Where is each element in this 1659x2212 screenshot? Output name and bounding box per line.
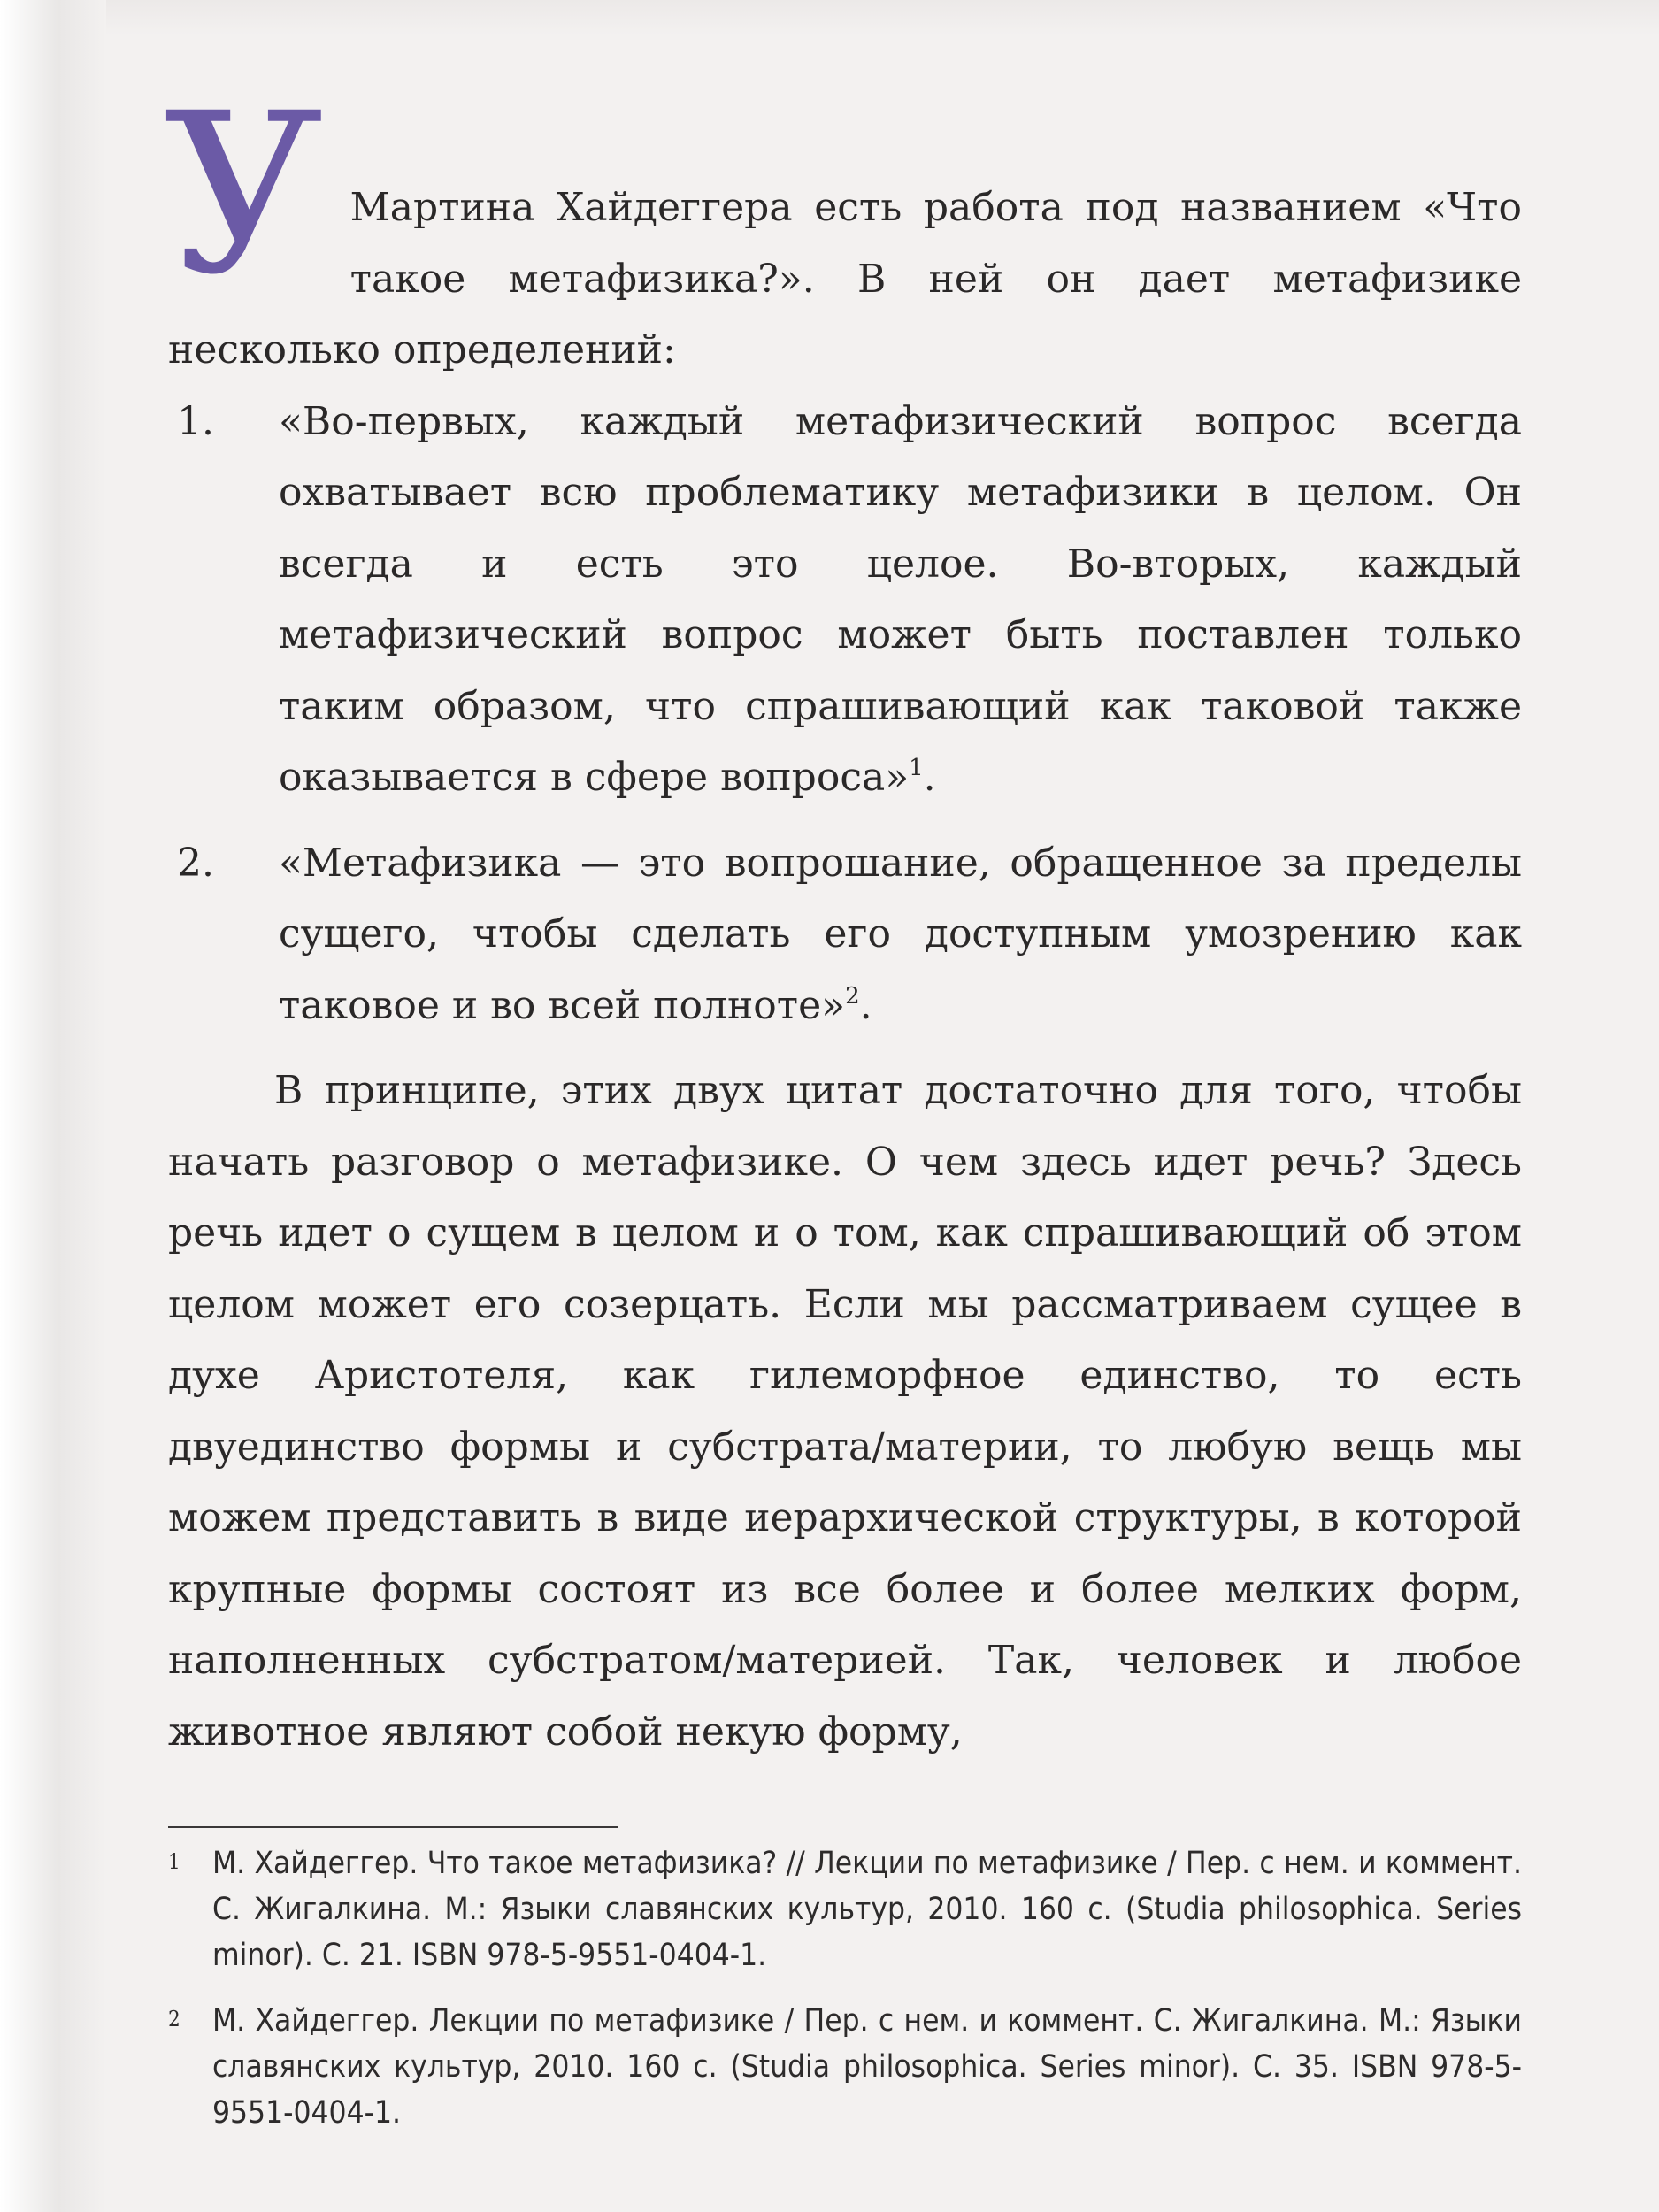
- footnote-number: 1: [168, 1849, 180, 1874]
- quote-text: «Во-первых, каждый метафизический вопрос всегда охватывает всю проблематику метафизики в целом. Он всегда и есть это целое. Во-вторых, каждый метафизический вопрос может быть поставлен только таким образом, что спрашивающий как таковой также оказывается в сфере вопроса»: [279, 398, 1522, 800]
- footnote-2: [168, 1998, 1522, 2136]
- list-item-2: [168, 828, 1522, 1042]
- list-number: 2.: [177, 840, 214, 886]
- footnote-text: М. Хайдеггер. Что такое метафизика? // Лекции по метафизике / Пер. с нем. и коммент. С. Жигалкина. М.: Языки славянских культур, 2010. 160 с. (Studia philosophica. Series minor). С. 21. ISBN 978-5-9551-0404-1.: [212, 1846, 1522, 1973]
- body-paragraph: В принципе, этих двух цитат достаточно для того, чтобы начать разговор о метафизике. О чем здесь идет речь? Здесь речь идет о сущем в целом и о том, как спрашивающий об этом целом может его созерцать. Если мы рассматриваем сущее в духе Аристотеля, как гилеморфное единство, то есть двуединство формы и субстрата/материи, то любую вещь мы можем представить в виде иерархической структуры, в которой крупные формы состоят из все более и более мелких форм, наполненных субстратом/материей. Так, человек и любое животное являют собой некую форму,: [168, 1068, 1522, 1755]
- footnote-divider: [168, 1826, 618, 1828]
- list-number: 1.: [177, 398, 214, 444]
- list-item-text: «Метафизика — это вопрошание, обращенное за пределы сущего, чтобы сделать его доступным умозрению как таковое и во всей полноте»$^2$.: [279, 840, 1522, 1028]
- footnote-text: М. Хайдеггер. Лекции по метафизике / Пер. с нем. и коммент. С. Жигалкина. М.: Языки славянских культур, 2010. 160 с. (Studia philosophica. Series minor). С. 35. ISBN 978-5-9551-0404-1.: [212, 2003, 1522, 2131]
- drop-cap: У: [164, 65, 324, 323]
- list-item-text: «Во-первых, каждый метафизический вопрос всегда охватывает всю проблематику метафизики в целом. Он всегда и есть это целое. Во-вторых, каждый метафизический вопрос может быть поставлен только таким образом, что спрашивающий как таковой также оказывается в сфере вопроса»$^1$.: [279, 398, 1522, 800]
- page-top-edge: [0, 0, 1659, 35]
- footnotes: [168, 1840, 1522, 2155]
- list-item-1: [168, 387, 1522, 814]
- opening-paragraph-text: Мартина Хайдеггера есть работа под названием «Что такое метафизика?». В ней он дает метафизике несколько определений:: [168, 185, 1522, 373]
- footnote-ref-1[interactable]: 1: [909, 755, 924, 781]
- footnote-ref-2[interactable]: 2: [845, 982, 860, 1010]
- footnote-1: [168, 1840, 1522, 1978]
- page-binding-shadow: [0, 0, 106, 2212]
- quote-text: «Метафизика — это вопрошание, обращенное за пределы сущего, чтобы сделать его доступным умозрению как таковое и во всей полноте»: [279, 840, 1522, 1028]
- opening-paragraph: [164, 65, 1522, 387]
- main-text: [164, 65, 1522, 1768]
- footnote-number: 2: [168, 2007, 180, 2032]
